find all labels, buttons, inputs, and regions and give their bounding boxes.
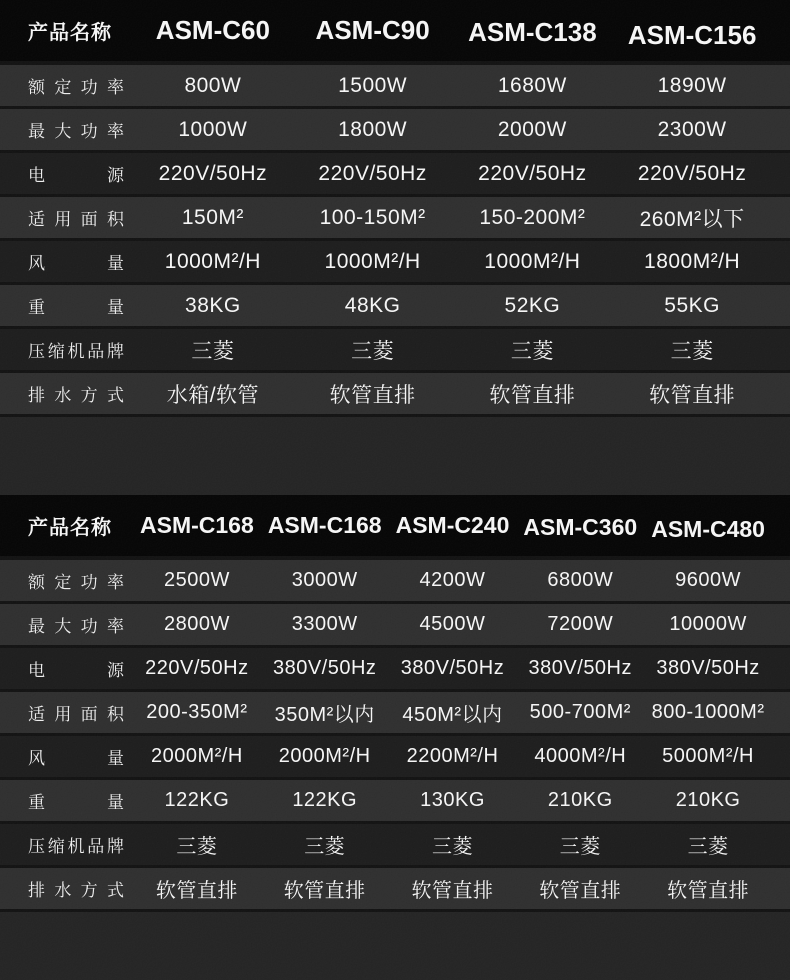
spec-value: 软管直排 [649, 383, 736, 407]
row-label: 最大功率 [28, 617, 124, 636]
spec-value: 2200M²/H [406, 745, 499, 767]
spec-value: 2000W [497, 117, 567, 141]
spec-value: 200-350M² [146, 701, 248, 723]
product-name-header: ASM-C156 [627, 19, 757, 50]
spec-value: 软管直排 [329, 383, 416, 407]
spec-value: 三菱 [670, 339, 714, 363]
product-name-header: ASM-C168 [267, 512, 382, 538]
product-name-header: ASM-C360 [523, 513, 638, 540]
spec-value: 1000M²/H [484, 249, 581, 273]
table-row-weight [0, 285, 790, 329]
spec-value: 1500W [338, 73, 408, 97]
row-label: 最大功率 [28, 122, 124, 141]
spec-value: 三菱 [510, 339, 554, 363]
spec-value: 1800M²/H [644, 249, 741, 273]
spec-value: 1890W [657, 73, 727, 97]
row-label: 额定功率 [28, 573, 124, 592]
table-row-power-supply [0, 153, 790, 197]
spec-value: 122KG [164, 789, 230, 811]
spec-value: 150M² [181, 205, 244, 229]
product-name-header: ASM-C60 [155, 15, 270, 45]
product-name-label: 产品名称 [28, 22, 112, 44]
spec-value: 220V/50Hz [637, 161, 747, 185]
spec-value: 软管直排 [283, 880, 366, 902]
spec-value: 800W [184, 73, 242, 97]
table-row-compressor-brand [0, 329, 790, 373]
spec-value: 9600W [675, 569, 742, 591]
spec-value: 150-200M² [479, 205, 586, 229]
spec-value: 38KG [185, 293, 241, 317]
table-row-air-volume [0, 736, 790, 780]
spec-value: 3300W [291, 613, 358, 635]
spec-value: 122KG [292, 789, 358, 811]
spec-value: 2000M²/H [278, 745, 371, 767]
row-label: 压缩机品牌 [28, 342, 124, 361]
spec-value: 三菱 [687, 836, 729, 858]
spec-value: 220V/50Hz [318, 161, 427, 185]
table-row-drainage [0, 373, 790, 417]
spec-value: 500-700M² [529, 701, 631, 723]
spec-value: 软管直排 [489, 383, 576, 407]
spec-value: 6800W [547, 569, 614, 591]
spec-value: 260M²以下 [639, 207, 745, 231]
table-row-drainage [0, 868, 790, 912]
spec-value: 450M²以内 [402, 704, 503, 726]
spec-value: 软管直排 [667, 880, 750, 902]
spec-value: 2000M²/H [150, 745, 243, 767]
spec-value: 3000W [291, 569, 358, 591]
spec-value: 350M²以内 [274, 704, 375, 726]
spec-value: 1000M²/H [324, 249, 421, 273]
row-label: 额定功率 [28, 78, 124, 97]
spec-value: 380V/50Hz [400, 657, 505, 679]
row-label: 适用面积 [28, 210, 124, 229]
row-label: 排水方式 [28, 881, 124, 900]
row-label: 重量 [28, 298, 124, 317]
spec-value: 软管直排 [539, 880, 622, 902]
row-label: 风量 [28, 749, 124, 768]
spec-value: 220V/50Hz [478, 161, 587, 185]
spec-value: 48KG [344, 293, 401, 317]
table-body [0, 65, 790, 417]
table-row-rated-power [0, 560, 790, 604]
spec-value: 1000M²/H [164, 249, 261, 273]
row-label: 重量 [28, 793, 124, 812]
spec-value: 220V/50Hz [145, 657, 249, 679]
spec-value: 100-150M² [319, 205, 426, 229]
spec-value: 130KG [420, 789, 485, 811]
spec-value: 55KG [664, 293, 720, 317]
spec-value: 4200W [419, 569, 486, 591]
spec-value: 三菱 [304, 836, 346, 858]
table-body [0, 560, 790, 912]
row-label: 电源 [28, 661, 124, 680]
spec-value: 三菱 [559, 836, 601, 858]
spec-value: 2300W [657, 117, 727, 141]
spec-value: 软管直排 [155, 880, 238, 902]
spec-value: 380V/50Hz [272, 657, 377, 679]
spec-value: 4500W [419, 613, 486, 635]
product-name-header: ASM-C480 [651, 516, 765, 542]
spec-table-small-models [0, 0, 790, 417]
table-header-row [0, 495, 790, 560]
spec-value: 380V/50Hz [528, 657, 633, 679]
spec-value: 220V/50Hz [158, 161, 268, 185]
product-name-header: ASM-C168 [140, 512, 254, 538]
product-name-header: ASM-C240 [395, 512, 510, 538]
spec-value: 380V/50Hz [656, 657, 760, 679]
spec-value: 2800W [163, 613, 230, 635]
table-row-max-power [0, 604, 790, 648]
spec-value: 三菱 [431, 836, 473, 858]
table-row-weight [0, 780, 790, 824]
spec-value: 10000W [669, 613, 747, 635]
spec-value: 2500W [163, 569, 230, 591]
spec-value: 5000M²/H [662, 745, 754, 767]
product-name-label: 产品名称 [28, 517, 112, 539]
spec-value: 1680W [497, 73, 567, 97]
row-label: 压缩机品牌 [28, 837, 124, 856]
table-row-max-power [0, 109, 790, 153]
spec-value: 52KG [504, 293, 561, 317]
table-divider-space [0, 417, 790, 495]
spec-value: 210KG [675, 789, 741, 811]
spec-table-large-models [0, 495, 790, 912]
table-row-compressor-brand [0, 824, 790, 868]
spec-value: 1800W [338, 117, 408, 141]
product-name-header: ASM-C90 [315, 15, 430, 45]
product-name-header: ASM-C138 [468, 17, 597, 47]
table-row-air-volume [0, 241, 790, 285]
spec-value: 三菱 [351, 339, 395, 363]
table-row-power-supply [0, 648, 790, 692]
row-label: 电源 [28, 166, 124, 185]
spec-value: 软管直排 [411, 880, 494, 902]
table-row-applicable-area [0, 692, 790, 736]
spec-value: 三菱 [176, 836, 218, 858]
spec-value: 7200W [547, 613, 614, 635]
row-label: 适用面积 [28, 705, 124, 724]
spec-value: 800-1000M² [651, 701, 765, 723]
spec-value: 210KG [547, 789, 613, 811]
table-row-applicable-area [0, 197, 790, 241]
row-label: 风量 [28, 254, 124, 273]
spec-value: 4000M²/H [534, 745, 627, 767]
spec-value: 三菱 [191, 339, 235, 363]
spec-value: 1000W [178, 117, 248, 141]
table-row-rated-power [0, 65, 790, 109]
spec-value: 水箱/软管 [166, 383, 260, 407]
table-header-row [0, 0, 790, 65]
row-label: 排水方式 [28, 386, 124, 405]
